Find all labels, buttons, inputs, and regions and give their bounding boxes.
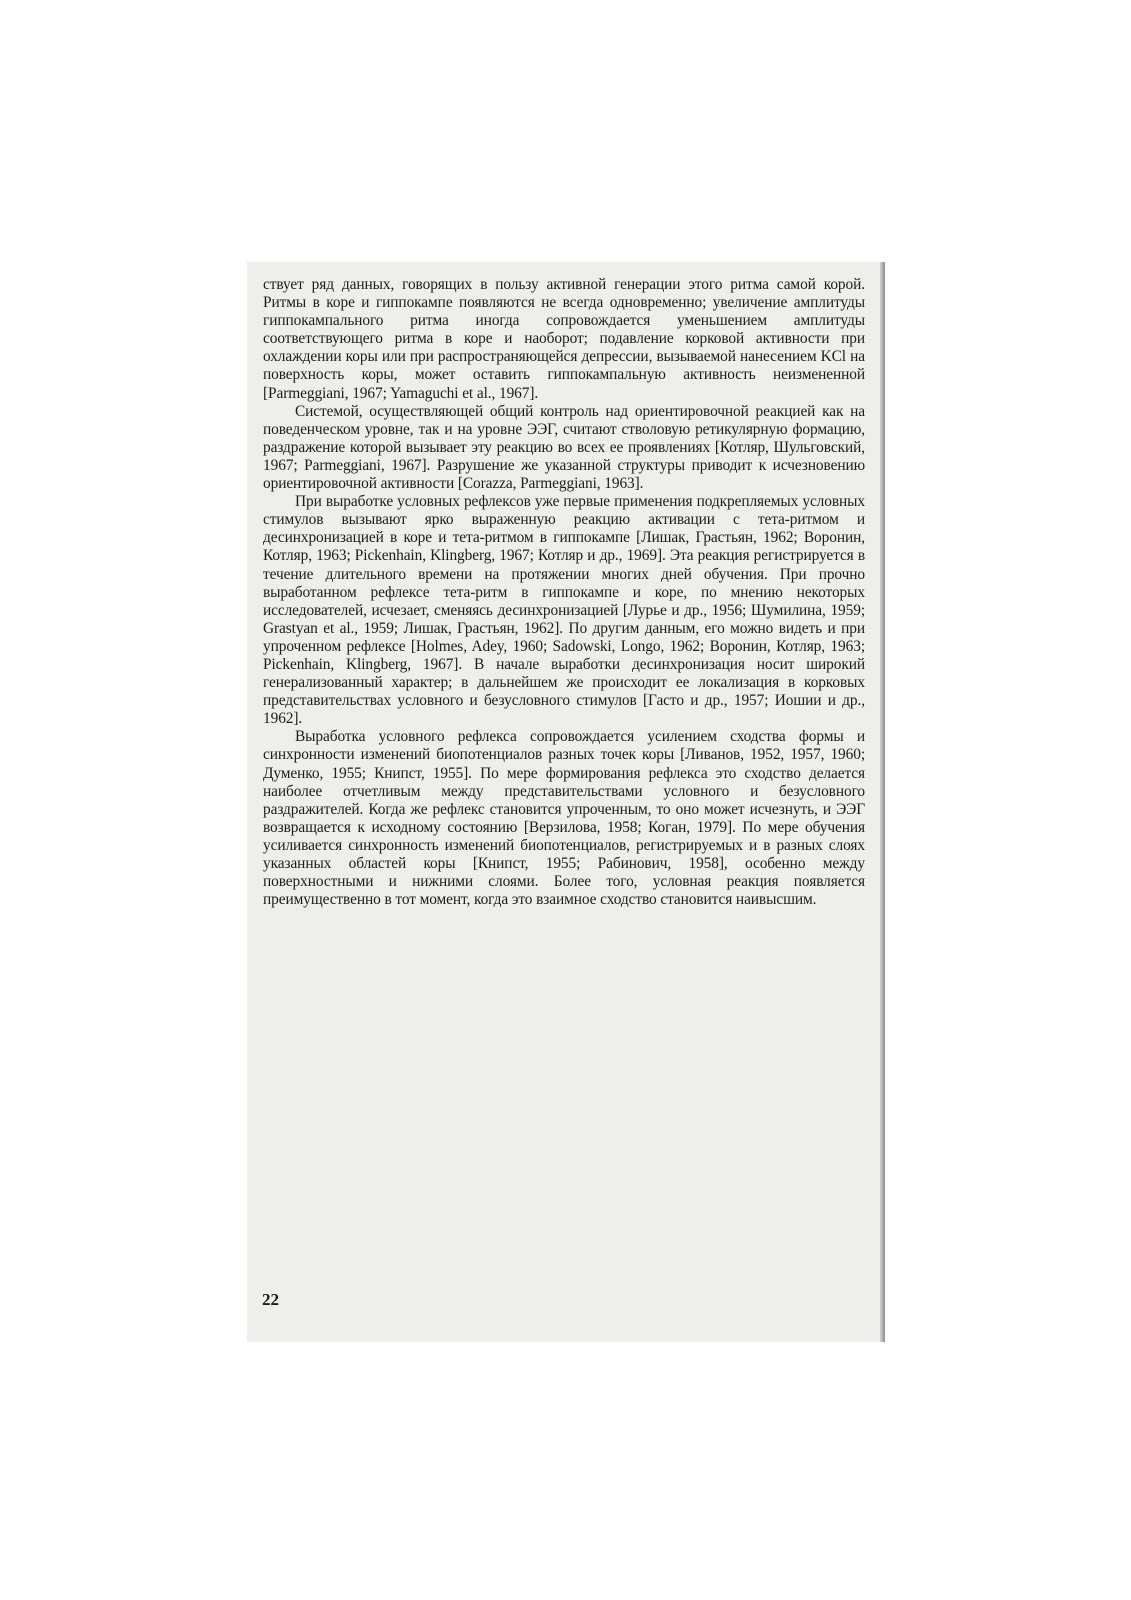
page-edge-shadow xyxy=(880,262,885,1342)
paragraph-2: Системой, осуществляющей общий контроль над ориентировочной реакцией как на поведенческом уровне, так и на уровне ЭЭГ, считают стволовую ретикулярную формацию, раздражение которой вызывает эту реакцию во всех ее проявлениях [Котляр, Шульговский, 1967; Parmeggiani, 1967]. Разрушение же указанной структуры приводит к исчезновению ориентировочной активности [Corazza, Parmeggiani, 1963]. xyxy=(263,402,865,493)
page-number: 22 xyxy=(262,1290,279,1309)
scanned-page xyxy=(247,262,885,1342)
paragraph-1: ствует ряд данных, говорящих в пользу активной генерации этого ритма самой корой. Ритмы в коре и гиппокампе появляются не всегда одновременно; увеличение амплитуды гиппокампального ритма иногда сопровождается уменьшением амплитуды соответствующего ритма в коре и наоборот; подавление корковой активности при охлаждении коры или при распространяющейся депрессии, вызываемой нанесением KCl на поверхность коры, может оставить гиппокампальную активность неизмененной [Parmeggiani, 1967; Yamaguchi et al., 1967]. xyxy=(263,276,865,402)
body-text xyxy=(263,276,865,909)
paragraph-4: Выработка условного рефлекса сопровождается усилением сходства формы и синхронности изменений биопотенциалов разных точек коры [Ливанов, 1952, 1957, 1960; Думенко, 1955; Книпст, 1955]. По мере формирования рефлекса это сходство делается наиболее отчетливым между представительствами условного и безусловного раздражителей. Когда же рефлекс становится упроченным, то оно может исчезнуть, и ЭЭГ возвращается к исходному состоянию [Верзилова, 1958; Коган, 1979]. По мере обучения усиливается синхронность изменений биопотенциалов, регистрируемых и в разных слоях указанных областей коры [Книпст, 1955; Рабинович, 1958], особенно между поверхностными и нижними слоями. Более того, условная реакция появляется преимущественно в тот момент, когда это взаимное сходство становится наивысшим. xyxy=(263,728,865,909)
paragraph-3: При выработке условных рефлексов уже первые применения подкрепляемых условных стимулов вызывают ярко выраженную реакцию активации с тета-ритмом и десинхронизацией в коре и тета-ритмом в гиппокампе [Лишак, Грастьян, 1962; Воронин, Котляр, 1963; Pickenhain, Klingberg, 1967; Котляр и др., 1969]. Эта реакция регистрируется в течение длительного времени на протяжении многих дней обучения. При прочно выработанном рефлексе тета-ритм в гиппокампе и коре, по мнению некоторых исследователей, исчезает, сменяясь десинхронизацией [Лурье и др., 1956; Шумилина, 1959; Grastyan et al., 1959; Лишак, Грастьян, 1962]. По другим данным, его можно видеть и при упроченном рефлексе [Holmes, Adey, 1960; Sadowski, Longo, 1962; Воронин, Котляр, 1963; Pickenhain, Klingberg, 1967]. В начале выработки десинхронизация носит широкий генерализованный характер; в дальнейшем же происходит ее локализация в корковых представительствах условного и безусловного стимулов [Гасто и др., 1957; Иошии и др., 1962]. xyxy=(263,493,865,728)
